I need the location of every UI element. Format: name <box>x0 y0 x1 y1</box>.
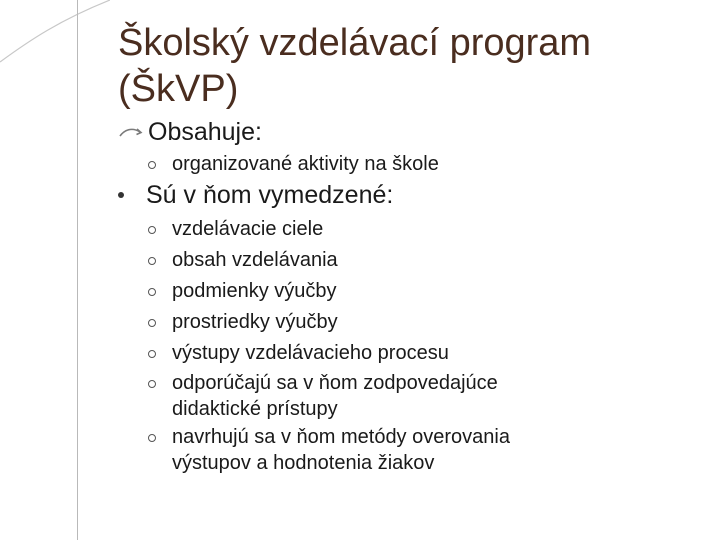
corner-curve-decoration <box>0 0 110 80</box>
slide-title <box>118 20 678 112</box>
list-item <box>148 370 498 422</box>
circle-bullet-icon <box>148 151 172 177</box>
circle-bullet-icon <box>148 309 172 335</box>
list-item <box>148 247 338 273</box>
circle-bullet-icon <box>148 247 172 273</box>
list-item <box>148 340 449 366</box>
list-item <box>148 151 439 177</box>
list-item-text: vzdelávacie ciele <box>172 218 324 240</box>
section2-heading <box>118 180 393 210</box>
list-item-text: výstupy vzdelávacieho procesu <box>172 342 449 364</box>
slide-title-line1: Školský vzdelávací program <box>118 22 592 64</box>
circle-bullet-icon <box>148 424 172 476</box>
slide-title-line2: (ŠkVP) <box>118 68 239 110</box>
list-item-line1: odporúčajú sa v ňom zodpovedajúce <box>172 372 498 394</box>
list-item <box>148 424 510 476</box>
list-item-line1: navrhujú sa v ňom metódy overovania <box>172 426 510 448</box>
list-item-text: podmienky výučby <box>172 280 337 302</box>
section1-heading-text: Obsahuje: <box>148 118 262 146</box>
circle-bullet-icon <box>148 370 172 422</box>
section2-heading-text: Sú v ňom vymedzené: <box>146 181 394 209</box>
left-vertical-rule <box>77 0 78 540</box>
curved-arrow-icon <box>118 125 146 139</box>
dot-bullet-icon <box>118 192 124 198</box>
section1-heading <box>118 117 262 147</box>
list-item-text <box>172 370 498 422</box>
list-item-text: organizované aktivity na škole <box>172 153 439 175</box>
list-item-line2: didaktické prístupy <box>172 398 338 420</box>
circle-bullet-icon <box>148 216 172 242</box>
list-item-text: obsah vzdelávania <box>172 249 338 271</box>
circle-bullet-icon <box>148 278 172 304</box>
list-item-text: prostriedky výučby <box>172 311 338 333</box>
list-item <box>148 216 323 242</box>
circle-bullet-icon <box>148 340 172 366</box>
list-item-text <box>172 424 510 476</box>
list-item <box>148 309 338 335</box>
list-item <box>148 278 337 304</box>
list-item-line2: výstupov a hodnotenia žiakov <box>172 452 435 474</box>
